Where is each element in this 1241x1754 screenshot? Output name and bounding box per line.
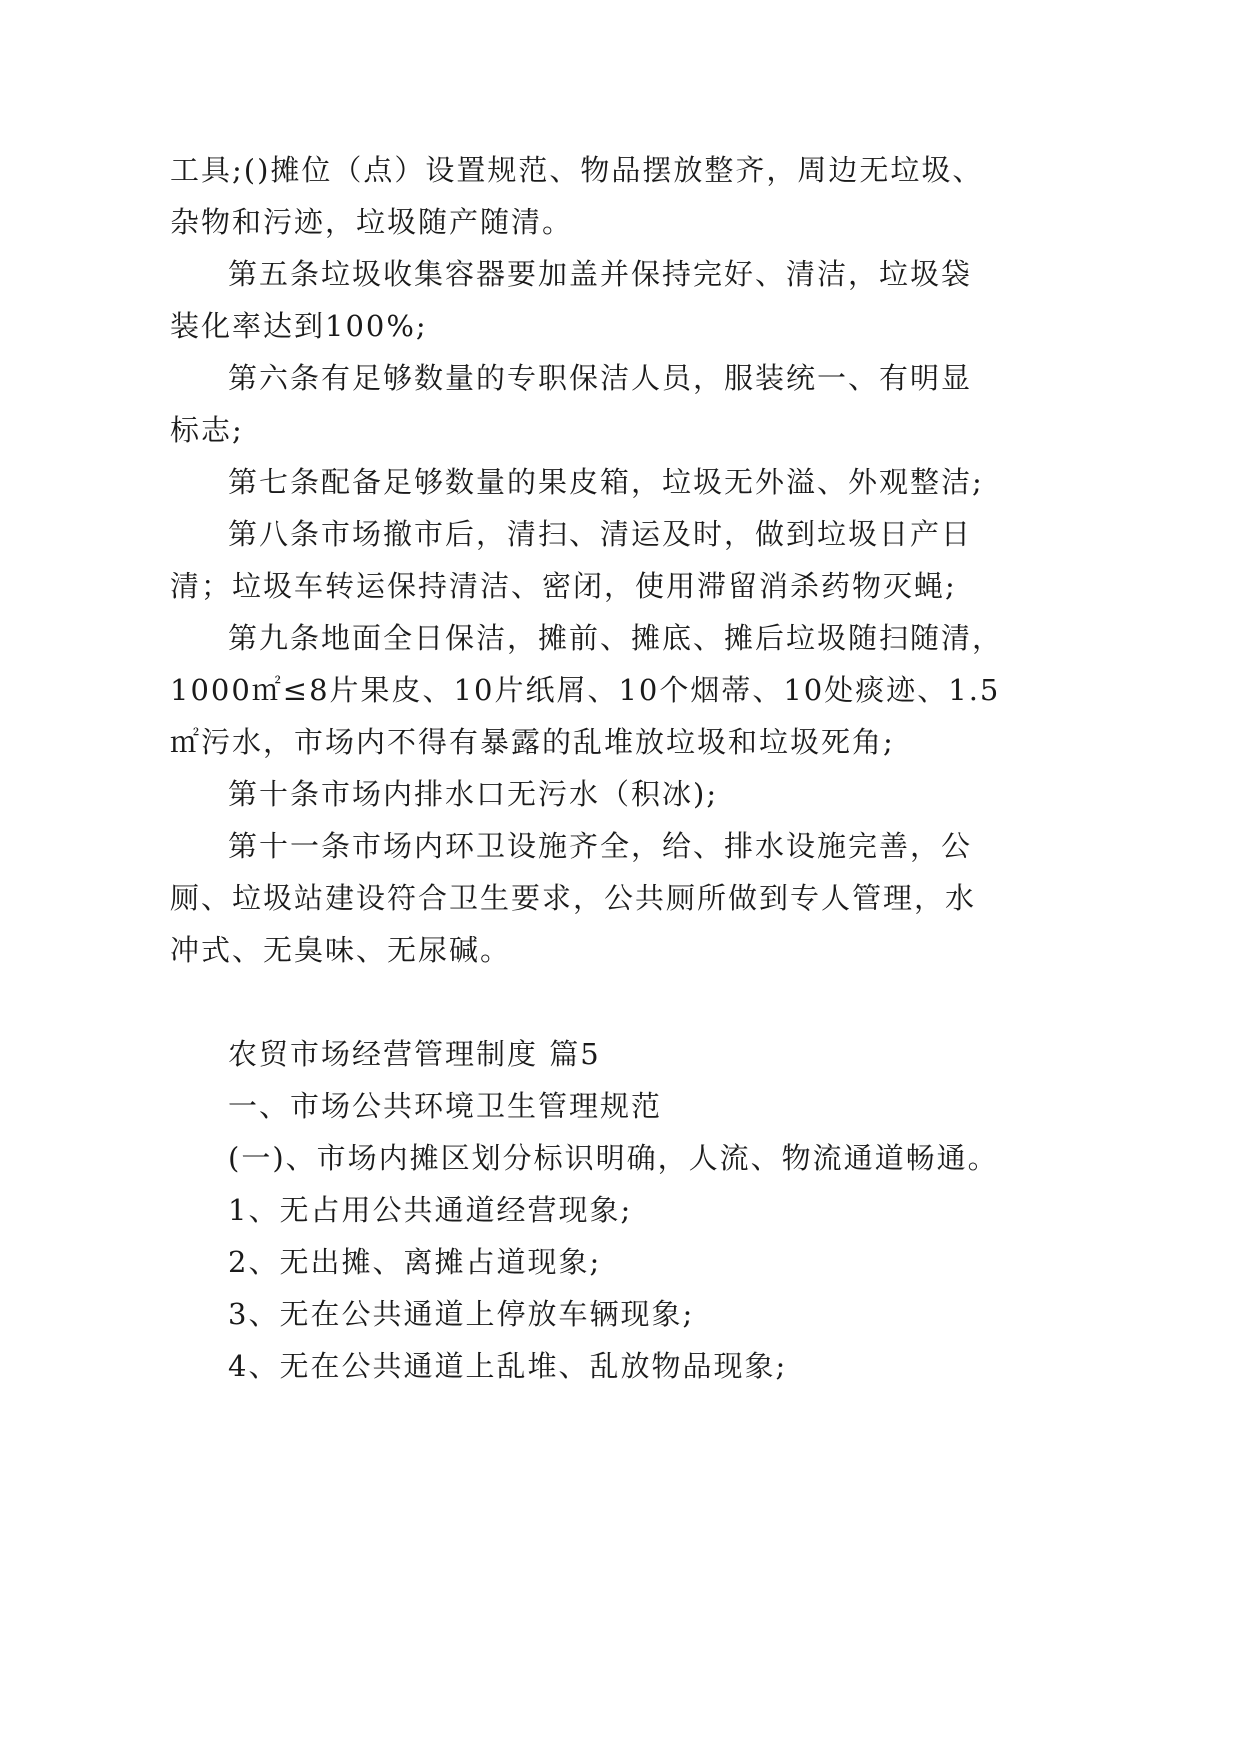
text-line: 杂物和污迹，垃圾随产随清。: [170, 205, 574, 239]
subsection-heading: 一、市场公共环境卫生管理规范: [228, 1089, 663, 1123]
text-line: 第九条地面全日保洁，摊前、摊底、摊后垃圾随扫随清，: [228, 621, 1004, 655]
text-line: 第十条市场内排水口无污水（积冰);: [228, 777, 719, 811]
text-line: (一)、市场内摊区划分标识明确，人流、物流通道畅通。: [228, 1141, 999, 1175]
text-line: 第五条垃圾收集容器要加盖并保持完好、清洁，垃圾袋: [228, 257, 973, 291]
text-line: 冲式、无臭味、无尿碱。: [170, 933, 512, 967]
text-line: 清；垃圾车转运保持清洁、密闭，使用滞留消杀药物灭蝇;: [170, 569, 957, 603]
text-line: 1000㎡≤8片果皮、10片纸屑、10个烟蒂、10处痰迹、1.5: [170, 673, 1001, 707]
text-line: ㎡污水，市场内不得有暴露的乱堆放垃圾和垃圾死角;: [170, 725, 895, 759]
text-line: 第七条配备足够数量的果皮箱，垃圾无外溢、外观整洁;: [228, 465, 984, 499]
text-line: 工具;()摊位（点）设置规范、物品摆放整齐，周边无垃圾、: [170, 153, 984, 187]
list-item: 2、无出摊、离摊占道现象;: [228, 1245, 602, 1279]
list-item: 4、无在公共通道上乱堆、乱放物品现象;: [228, 1349, 788, 1383]
list-item: 3、无在公共通道上停放车辆现象;: [228, 1297, 695, 1331]
text-line: 第十一条市场内环卫设施齐全，给、排水设施完善，公: [228, 829, 973, 863]
text-line: 装化率达到100%;: [170, 309, 428, 343]
text-line: 第八条市场撤市后，清扫、清运及时，做到垃圾日产日: [228, 517, 973, 551]
list-item: 1、无占用公共通道经营现象;: [228, 1193, 633, 1227]
text-line: 厕、垃圾站建设符合卫生要求，公共厕所做到专人管理，水: [170, 881, 977, 915]
text-line: 第六条有足够数量的专职保洁人员，服装统一、有明显: [228, 361, 973, 395]
section-heading: 农贸市场经营管理制度 篇5: [228, 1037, 601, 1071]
text-line: 标志;: [170, 413, 244, 447]
